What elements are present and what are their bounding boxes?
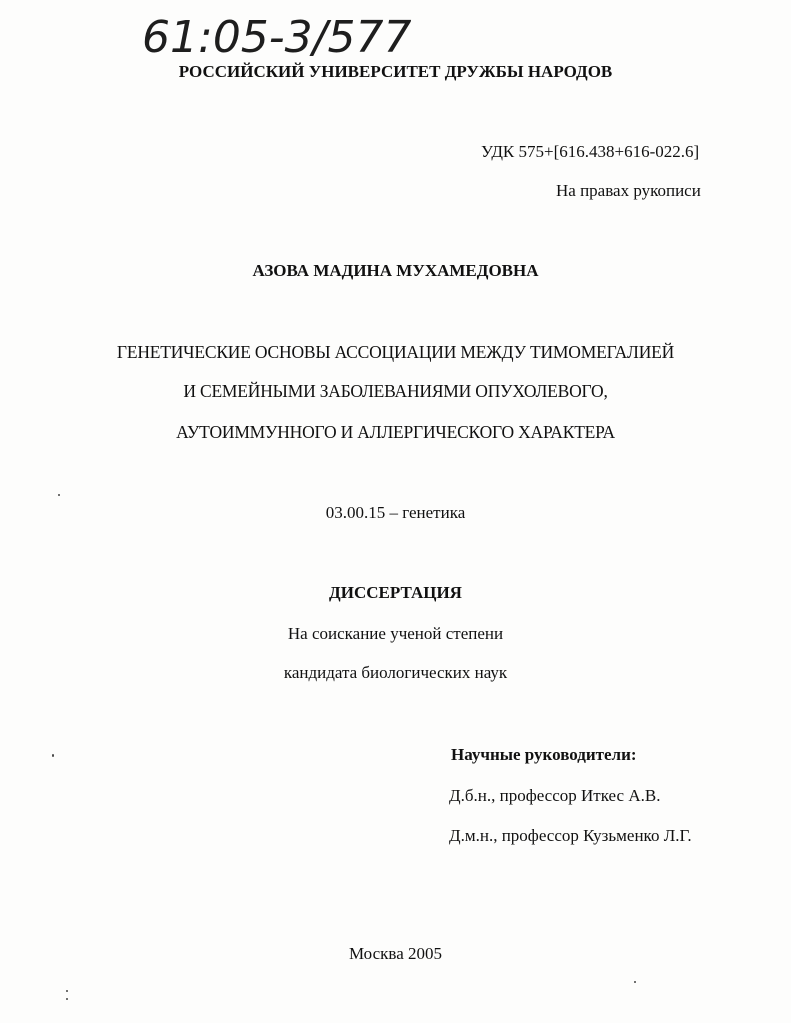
manuscript-note: На правах рукописи	[556, 181, 701, 200]
university-name: РОССИЙСКИЙ УНИВЕРСИТЕТ ДРУЖБЫ НАРОДОВ	[178, 62, 613, 81]
archive-code-text: 61:05-3/577	[142, 12, 412, 62]
thesis-title-line-3: АУТОИММУННОГО И АЛЛЕРГИЧЕСКОГО ХАРАКТЕРА	[176, 422, 615, 442]
udc-code: УДК 575+[616.438+616-022.6]	[481, 142, 700, 161]
place-and-year: Москва 2005	[348, 944, 443, 963]
thesis-title-line-2: И СЕМЕЙНЫМИ ЗАБОЛЕВАНИЯМИ ОПУХОЛЕВОГО,	[183, 381, 608, 401]
handwritten-archive-code	[138, 6, 438, 62]
scan-speck	[66, 998, 68, 1000]
supervisors-heading: Научные руководители:	[451, 745, 637, 764]
scan-speck	[58, 494, 60, 496]
degree-line-2: кандидата биологических наук	[283, 663, 508, 682]
thesis-title-line-1: ГЕНЕТИЧЕСКИЕ ОСНОВЫ АССОЦИАЦИИ МЕЖДУ ТИМОМЕГАЛИЕЙ	[116, 342, 675, 362]
scan-speck	[66, 990, 68, 992]
supervisor-2: Д.м.н., профессор Кузьменко Л.Г.	[449, 826, 692, 845]
scan-speck	[634, 981, 636, 983]
supervisor-1: Д.б.н., профессор Иткес А.В.	[449, 786, 661, 805]
author-name: АЗОВА МАДИНА МУХАМЕДОВНА	[252, 261, 539, 280]
degree-line-1: На соискание ученой степени	[287, 624, 504, 643]
specialty-code: 03.00.15 – генетика	[325, 503, 466, 522]
scan-speck	[52, 754, 54, 757]
document-type: ДИССЕРТАЦИЯ	[329, 583, 462, 602]
